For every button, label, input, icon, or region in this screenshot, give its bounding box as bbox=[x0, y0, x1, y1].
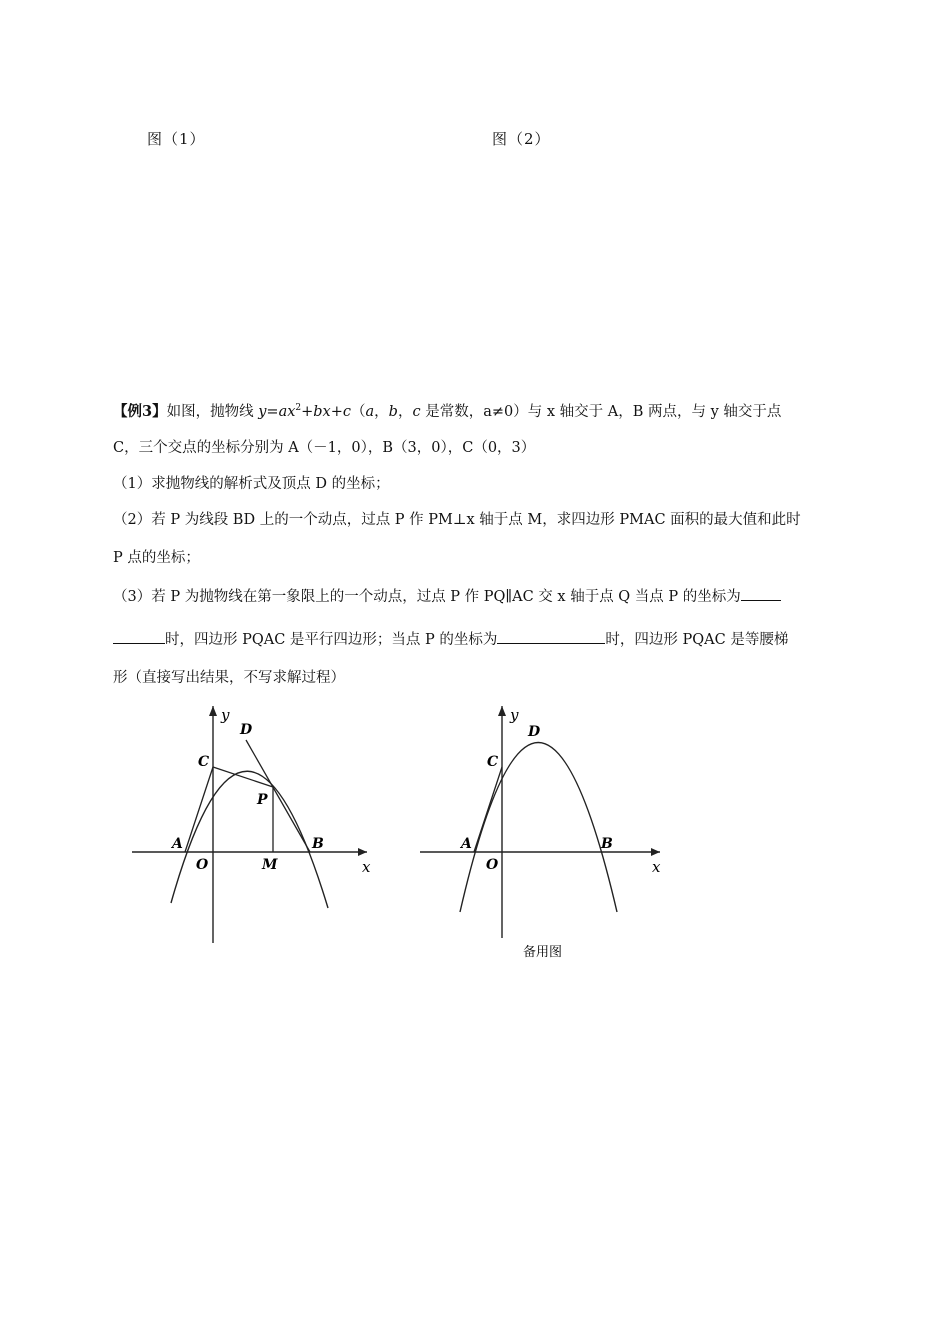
question-3-line-1: （3）若 P 为抛物线在第一象限上的一个动点，过点 P 作 PQ∥AC 交 x 轴于点 Q 当点 P 的坐标为 bbox=[113, 586, 781, 607]
answer-blank-1a[interactable] bbox=[741, 586, 781, 601]
parabola-curve bbox=[171, 771, 328, 908]
label-d: D bbox=[528, 724, 541, 740]
example-line-1: 【例3】如图，抛物线 $y=ax^2+bx+c(a$，b，c 是常数，a≠0）与 x 轴交于 A，B 两点，与 y 轴交于点 bbox=[113, 402, 782, 420]
y-axis-arrow-icon bbox=[209, 706, 217, 716]
label-a: A bbox=[172, 836, 183, 852]
example-tag: 【例3】 bbox=[113, 402, 167, 420]
segment-db bbox=[246, 740, 310, 852]
x-axis-arrow-icon bbox=[651, 848, 660, 856]
question-3-line-2: 时，四边形 PQAC 是平行四边形；当点 P 的坐标为 时，四边形 PQAC 是等腰梯 bbox=[113, 629, 788, 650]
answer-blank-1b[interactable] bbox=[113, 629, 165, 644]
example-line-2: C，三个交点的坐标分别为 A（－1，0），B（3，0），C（0，3） bbox=[113, 440, 536, 456]
label-a: A bbox=[461, 836, 472, 852]
parabola-figure-left bbox=[120, 700, 390, 950]
figure-1-caption: 图（1） bbox=[147, 130, 206, 148]
parabola-figure-right bbox=[410, 700, 680, 965]
label-o: O bbox=[486, 857, 499, 873]
segment-ac bbox=[185, 767, 213, 852]
label-x: x bbox=[362, 858, 371, 876]
segment-ac bbox=[474, 767, 502, 852]
label-c: C bbox=[487, 754, 499, 770]
label-d: D bbox=[240, 722, 253, 738]
label-y: y bbox=[221, 706, 230, 724]
label-c: C bbox=[198, 754, 210, 770]
question-3-line-3: 形（直接写出结果，不写求解过程） bbox=[113, 670, 345, 686]
label-y: y bbox=[510, 706, 519, 724]
label-m: M bbox=[262, 857, 278, 873]
answer-blank-2[interactable] bbox=[497, 629, 605, 644]
question-1: （1）求抛物线的解析式及顶点 D 的坐标； bbox=[113, 476, 390, 492]
spare-figure-caption: 备用图 bbox=[523, 945, 563, 960]
x-axis-arrow-icon bbox=[358, 848, 367, 856]
figure-2-caption: 图（2） bbox=[492, 130, 551, 148]
question-2-line-2: P 点的坐标； bbox=[113, 550, 200, 566]
parabola-curve bbox=[460, 743, 617, 913]
label-b: B bbox=[601, 836, 613, 852]
label-o: O bbox=[196, 857, 209, 873]
label-p: P bbox=[257, 792, 268, 808]
label-b: B bbox=[312, 836, 324, 852]
y-axis-arrow-icon bbox=[498, 706, 506, 716]
question-2-line-1: （2）若 P 为线段 BD 上的一个动点，过点 P 作 PM⊥x 轴于点 M，求四边形 PMAC 面积的最大值和此时 bbox=[113, 512, 801, 528]
label-x: x bbox=[652, 858, 661, 876]
